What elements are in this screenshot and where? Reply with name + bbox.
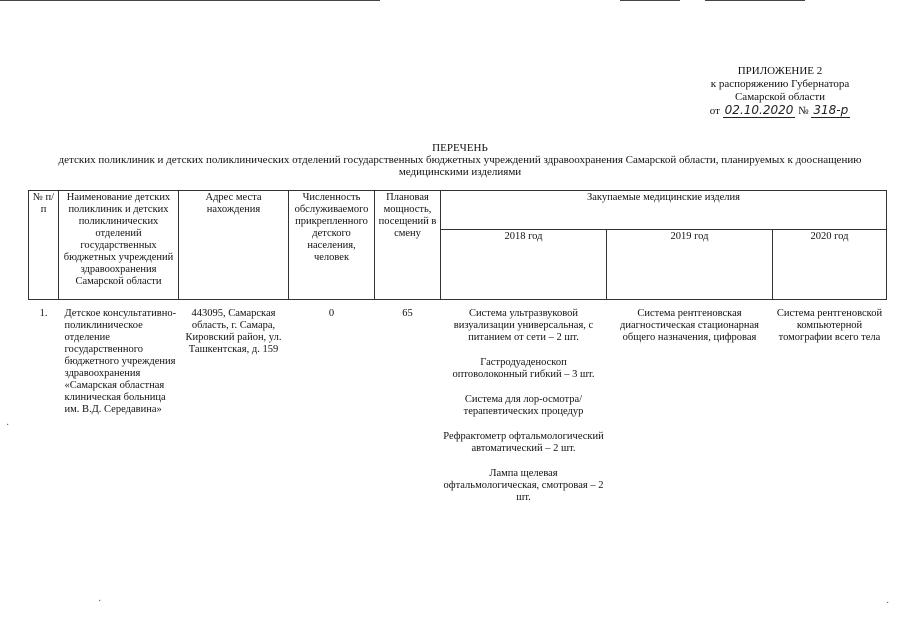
- row-2020: Система рентгеновской компьютерной томографии всего тела: [776, 308, 883, 343]
- list-item: Гастродуаденоскоп оптоволоконный гибкий – 3 шт.: [452, 357, 595, 380]
- header-2018: 2018 год: [441, 230, 607, 300]
- scan-line: [705, 0, 805, 1]
- header-name: Наименование детских поликлиник и детских поликлинических отделений государственных бюджетных учреждений здравоохранения Самарской области: [59, 191, 179, 300]
- date-prefix: от: [709, 105, 720, 117]
- row-2019: Система рентгеновская диагностическая стационарная общего назначения, цифровая: [619, 308, 759, 343]
- list-item: Система для лор-осмотра/терапевтических процедур: [463, 394, 584, 417]
- document-title-block: [40, 142, 880, 178]
- table-header-row: [29, 191, 887, 230]
- scan-speck: ·: [98, 596, 102, 607]
- list-item: Лампа щелевая офтальмологическая, смотровая – 2 шт.: [443, 468, 604, 503]
- header-purchased: Закупаемые медицинские изделия: [441, 191, 887, 230]
- row-num: 1.: [39, 308, 48, 319]
- row-name: Детское консультативно-поликлиническое отделение государственного бюджетного учреждения здравоохранения «Самарская областная клиническая больница им. В.Д. Середавина»: [64, 308, 177, 415]
- scan-speck: ·: [886, 598, 890, 609]
- equipment-table: [28, 190, 887, 518]
- row-population: 0: [328, 308, 335, 319]
- row-2018-items: [441, 300, 607, 519]
- header-population: Численность обслуживаемого прикрепленного детского населения, человек: [289, 191, 375, 300]
- appendix-title: ПРИЛОЖЕНИЕ 2: [737, 65, 823, 77]
- list-item: Рефрактометр офтальмологический автоматический – 2 шт.: [443, 431, 604, 454]
- handwritten-date: 02.10.2020: [724, 103, 794, 117]
- header-2020: 2020 год: [773, 230, 887, 300]
- scan-line: [620, 0, 680, 1]
- document-title: ПЕРЕЧЕНЬ: [432, 142, 488, 154]
- header-address: Адрес места нахождения: [179, 191, 289, 300]
- scan-speck: ·: [6, 420, 10, 431]
- table-row: [29, 300, 887, 519]
- appendix-region-line: Самарской области: [734, 91, 826, 103]
- appendix-order-line: к распоряжению Губернатора: [710, 78, 850, 90]
- number-prefix: №: [798, 105, 809, 117]
- handwritten-number: 318-р: [813, 103, 849, 117]
- document-subtitle: детских поликлиник и детских поликлинических отделений государственных бюджетных учреждений здравоохранения Самарской области, планируемых к дооснащению медицинскими изделиями: [58, 154, 862, 178]
- header-2019: 2019 год: [607, 230, 773, 300]
- appendix-date-number: [710, 104, 851, 118]
- header-capacity: Плановая мощность, посещений в смену: [375, 191, 441, 300]
- row-address: 443095, Самарская область, г. Самара, Кировский район, ул. Ташкентская, д. 159: [185, 308, 282, 355]
- scan-line: [0, 0, 380, 1]
- header-num: № п/п: [29, 191, 59, 300]
- row-capacity: 65: [402, 308, 413, 319]
- list-item: Система ультразвуковой визуализации универсальная, с питанием от сети – 2 шт.: [453, 308, 594, 343]
- appendix-header: [660, 65, 900, 118]
